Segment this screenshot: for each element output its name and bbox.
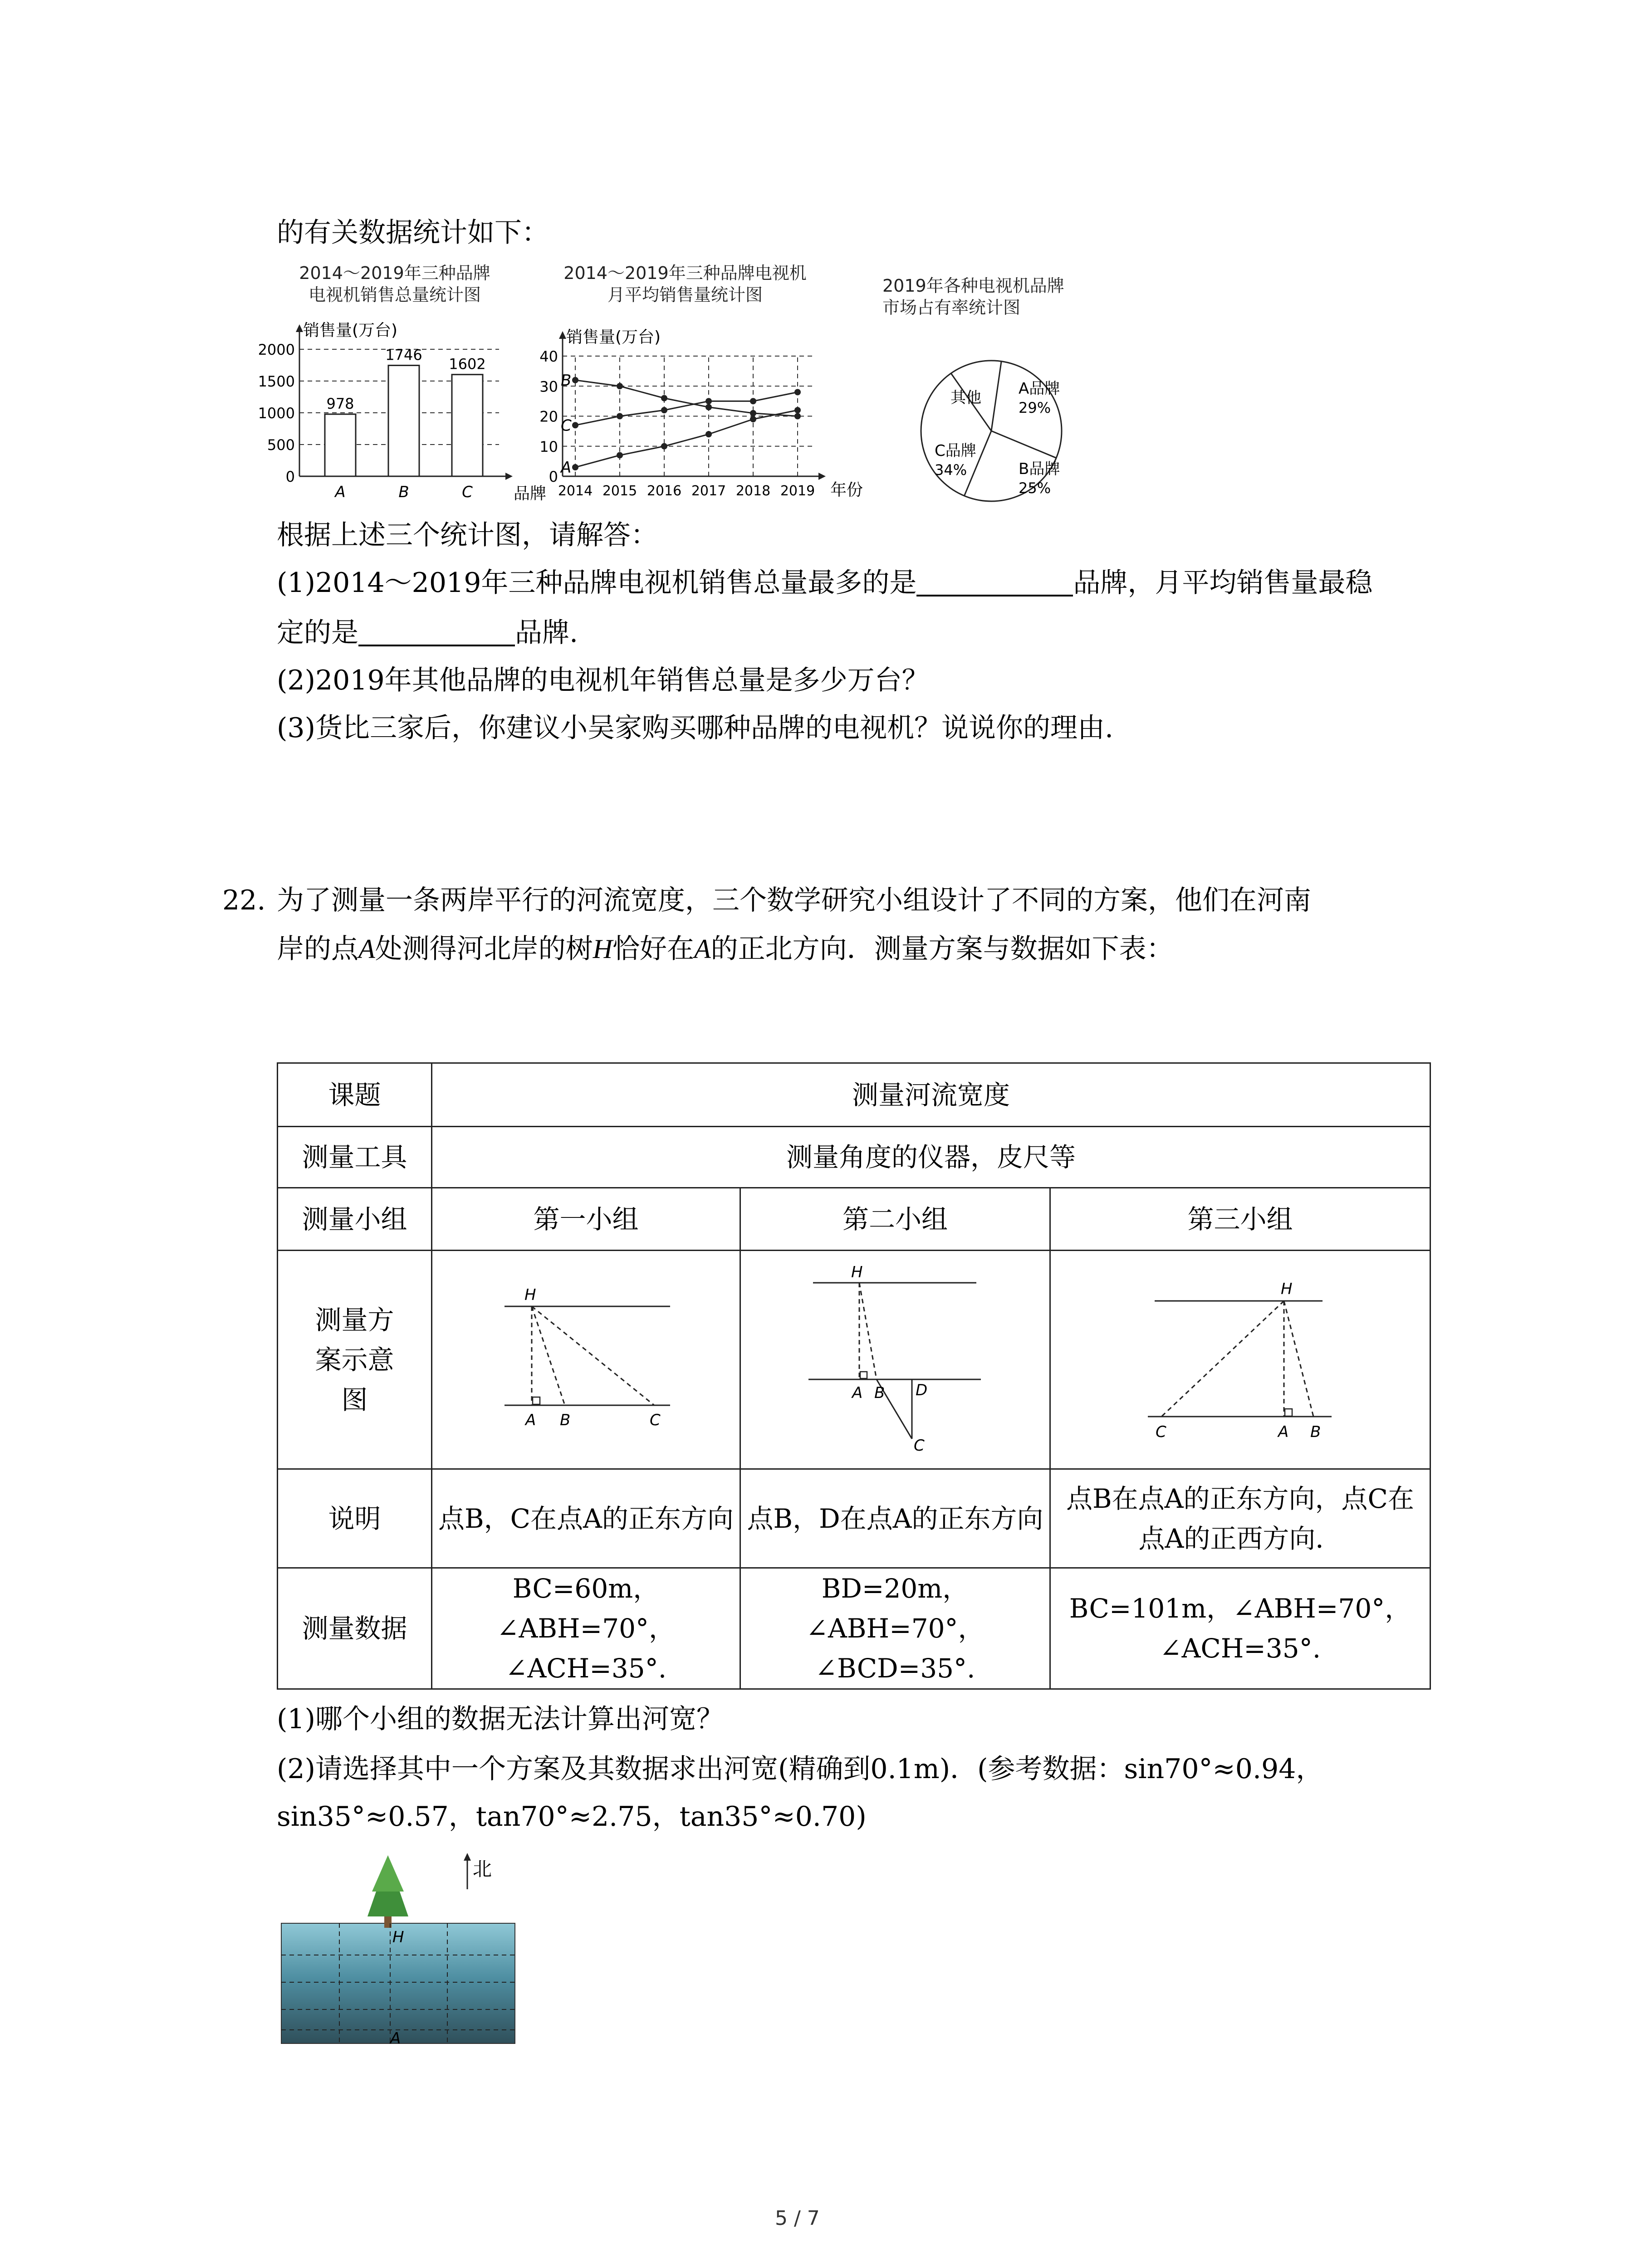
bar-C	[452, 375, 483, 476]
q21-part1-text-a: (1)2014～2019年三种品牌电视机销售总量最多的是	[277, 567, 917, 599]
line-point-A	[750, 416, 756, 422]
bar-ytick-label: 2000	[258, 341, 295, 358]
line-point-B	[750, 410, 756, 416]
bar-ytick-label: 1500	[258, 373, 295, 390]
bar-x-arrow	[505, 473, 513, 480]
q22-sub2-line2: sin35°≈0.57，tan70°≈2.75，tan35°≈0.70)	[277, 1801, 867, 1833]
bar-value-label: 1746	[385, 346, 422, 364]
pie-chart-title	[882, 275, 1078, 318]
tree-icon	[367, 1855, 408, 1928]
q22-sub1: (1)哪个小组的数据无法计算出河宽？	[277, 1703, 724, 1735]
svg-text:B: B	[1310, 1423, 1321, 1441]
diagram-label-text: 测量方案示意图	[315, 1304, 394, 1415]
cell-note-2: 点B，D在点A的正东方向	[740, 1469, 1050, 1568]
line-x-arrow	[818, 473, 826, 480]
q22-line2-point-h: H	[593, 934, 612, 964]
cell-data-3: BC=101m，∠ABH=70°，∠ACH=35°.	[1050, 1568, 1430, 1689]
pie-chart-title-line2: 市场占有率统计图	[882, 298, 1021, 318]
q22-number: 22.	[222, 885, 266, 916]
cell-tools-label: 测量工具	[278, 1127, 432, 1188]
q21-part1-text-c: 定的是	[277, 617, 358, 649]
line-point-C	[794, 389, 801, 396]
line-ytick-label: 40	[539, 348, 558, 365]
table-row-data	[278, 1568, 1430, 1689]
line-point-B	[794, 413, 801, 420]
bar-value-label: 978	[326, 395, 354, 413]
q21-part3: (3)货比三家后，你建议小吴家购买哪种品牌的电视机？说说你的理由.	[277, 712, 1114, 744]
cell-topic-value: 测量河流宽度	[432, 1063, 1430, 1127]
line-point-C	[705, 398, 712, 404]
pie-slice-pct: 34%	[935, 461, 967, 479]
line-ylabel: 销售量(万台)	[566, 328, 661, 347]
line-point-C	[750, 398, 756, 404]
q22-line1: 为了测量一条两岸平行的河流宽度，三个数学研究小组设计了不同的方案，他们在河南	[277, 885, 1311, 916]
q22-line2-g: 的正北方向．测量方案与数据如下表：	[710, 933, 1174, 965]
cell-data-1: BC=60m，∠ABH=70°，∠ACH=35°.	[432, 1568, 740, 1689]
answer-blank-1[interactable]	[916, 571, 1073, 596]
diagram-group-1	[436, 1251, 736, 1457]
svg-text:C: C	[649, 1411, 661, 1429]
cell-note-3: 点B在点A的正东方向，点C在点A的正西方向．	[1050, 1469, 1430, 1568]
line-xtick-label: 2014	[558, 483, 593, 499]
diagram-group-2	[745, 1251, 1046, 1457]
line-chart-title-line2: 月平均销售量统计图	[607, 285, 763, 305]
pie-slice-label: C品牌	[935, 442, 976, 460]
line-xtick-label: 2015	[602, 483, 637, 499]
north-arrow-icon	[464, 1853, 471, 1889]
line-ytick-label: 0	[549, 468, 558, 485]
svg-text:A: A	[390, 2029, 401, 2048]
svg-text:B: B	[559, 1411, 570, 1429]
pie-slice-label: A品牌	[1019, 380, 1060, 398]
svg-text:B: B	[874, 1384, 885, 1402]
svg-text:C: C	[913, 1437, 925, 1455]
line-ytick-label: 30	[539, 378, 558, 396]
table-row-groups	[278, 1188, 1430, 1251]
bar-category-label: B	[398, 483, 409, 501]
cell-diagram-2	[740, 1251, 1050, 1469]
bar-ylabel: 销售量(万台)	[303, 321, 398, 340]
line-point-B	[617, 383, 623, 389]
line-y-arrow	[559, 331, 566, 339]
q21-lead: 根据上述三个统计图，请解答：	[277, 519, 658, 551]
svg-text:H: H	[524, 1286, 536, 1304]
line-xlabel: 年份	[830, 481, 863, 499]
svg-text:A: A	[1278, 1423, 1288, 1441]
cell-diagram-3	[1050, 1251, 1430, 1469]
line-series-C	[575, 392, 798, 425]
cell-notes-label: 说明	[278, 1469, 432, 1568]
line-point-C	[617, 413, 623, 420]
line-chart-title-line1: 2014～2019年三种品牌电视机	[563, 263, 807, 283]
line-xtick-label: 2018	[735, 483, 771, 499]
diagram-group-3	[1055, 1251, 1426, 1457]
line-point-A	[617, 452, 623, 459]
line-point-C	[572, 422, 578, 428]
cell-data-2: BD=20m，∠ABH=70°，∠BCD=35°.	[740, 1568, 1050, 1689]
cell-group-2: 第二小组	[740, 1188, 1050, 1251]
cell-group-3: 第三小组	[1050, 1188, 1430, 1251]
q22-sub2-line1: (2)请选择其中一个方案及其数据求出河宽(精确到0.1m)．(参考数据：sin70°≈0.94，	[277, 1753, 1323, 1785]
line-series-label-B: B	[561, 371, 572, 390]
pie-slice-label: B品牌	[1019, 460, 1060, 478]
line-point-C	[661, 407, 667, 413]
cell-groups-label: 测量小组	[278, 1188, 432, 1251]
pie-slice-label: 其他	[950, 389, 981, 407]
pie-slice-pct: 29%	[1019, 399, 1051, 416]
svg-text:D: D	[915, 1381, 927, 1399]
line-point-A	[572, 464, 578, 470]
bar-B	[388, 366, 419, 476]
line-series-label-C: C	[561, 416, 572, 435]
table-row-topic	[278, 1063, 1430, 1127]
answer-blank-2[interactable]	[358, 621, 515, 646]
bar-chart-title-line2: 电视机销售总量统计图	[308, 285, 481, 305]
pie-chart-title-line1: 2019年各种电视机品牌	[882, 276, 1064, 296]
line-point-B	[572, 377, 578, 383]
bar-chart-title	[268, 262, 522, 306]
river-illustration	[277, 1842, 531, 2050]
q21-part1-line2	[277, 617, 578, 649]
bar-chart	[254, 313, 547, 503]
bar-category-label: C	[462, 483, 473, 501]
svg-text:A: A	[525, 1411, 536, 1429]
measurement-table	[277, 1062, 1431, 1690]
bar-ytick-label: 0	[285, 468, 295, 485]
q22-line2-c: 处测得河北岸的树	[375, 933, 593, 965]
bar-ytick-label: 1000	[258, 405, 295, 422]
cell-tools-value: 测量角度的仪器，皮尺等	[432, 1127, 1430, 1188]
q22-line2-point-a2: A	[694, 934, 711, 964]
cell-topic-label: 课题	[278, 1063, 432, 1127]
q21-part1-line1	[277, 567, 1373, 599]
line-xtick-label: 2016	[647, 483, 682, 499]
line-chart-title	[544, 262, 826, 306]
line-xtick-label: 2017	[691, 483, 726, 499]
bar-category-label: A	[335, 483, 346, 501]
cell-diagram-label	[278, 1251, 432, 1469]
q22-line2-a: 岸的点	[277, 933, 358, 965]
cell-diagram-1	[432, 1251, 740, 1469]
table-row-tools	[278, 1127, 1430, 1188]
bar-A	[325, 414, 356, 476]
pie-chart	[916, 354, 1098, 508]
line-series-label-A: A	[561, 459, 572, 477]
table-row-diagrams	[278, 1251, 1430, 1469]
bar-chart-title-line1: 2014～2019年三种品牌	[299, 263, 490, 283]
svg-text:H: H	[851, 1263, 863, 1281]
svg-text:H: H	[392, 1928, 404, 1946]
svg-text:A: A	[852, 1384, 862, 1402]
line-ytick-label: 20	[539, 408, 558, 425]
cell-note-1: 点B，C在点A的正东方向	[432, 1469, 740, 1568]
q22-line2-point-a: A	[358, 934, 375, 964]
line-point-B	[705, 404, 712, 411]
intro-text: 的有关数据统计如下：	[277, 217, 549, 249]
line-chart	[531, 313, 876, 503]
line-xtick-label: 2019	[780, 483, 815, 499]
svg-text:C: C	[1155, 1423, 1166, 1441]
bar-ytick-label: 500	[267, 436, 295, 454]
line-point-B	[661, 395, 667, 401]
line-point-A	[661, 443, 667, 450]
bar-value-label: 1602	[449, 355, 486, 373]
svg-text:H: H	[1280, 1280, 1293, 1298]
cell-data-label: 测量数据	[278, 1568, 432, 1689]
table-row-notes	[278, 1469, 1430, 1568]
pie-slice-pct: 25%	[1019, 479, 1051, 497]
q21-part1-text-d: 品牌.	[515, 617, 578, 649]
line-ytick-label: 10	[539, 438, 558, 455]
north-label: 北	[473, 1858, 492, 1880]
bar-y-arrow	[296, 324, 303, 332]
page-number: 5 / 7	[775, 2207, 820, 2230]
q22-line2-e: 恰好在	[612, 933, 694, 965]
line-point-A	[705, 431, 712, 437]
q21-part1-text-b: 品牌，月平均销售量最稳	[1073, 567, 1373, 599]
line-point-A	[794, 407, 801, 413]
bar-xlabel: 品牌	[514, 484, 547, 503]
cell-group-1: 第一小组	[432, 1188, 740, 1251]
q22-line2	[277, 935, 1174, 963]
q21-part2: (2)2019年其他品牌的电视机年销售总量是多少万台？	[277, 665, 929, 696]
line-series-B	[575, 380, 798, 416]
